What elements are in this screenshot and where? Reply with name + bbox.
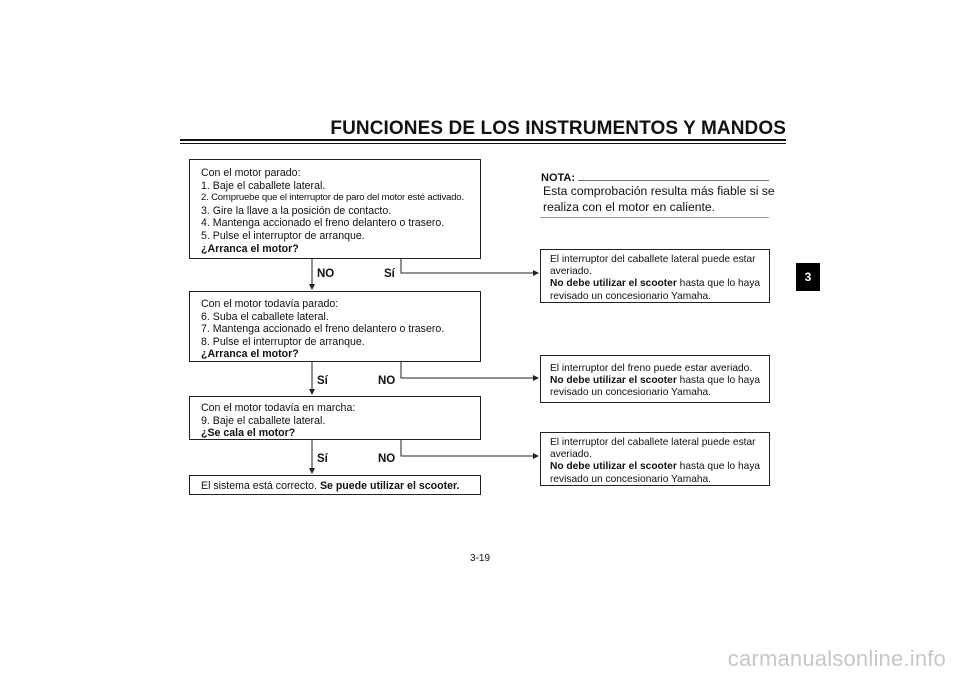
result-line: revisado un concesionario Yamaha. (550, 473, 712, 485)
result-line: hasta que lo haya (679, 278, 761, 290)
connector-box2-result2 (401, 362, 538, 378)
flow-step-box-2 (189, 291, 481, 362)
page-title: FUNCIONES DE LOS INSTRUMENTOS Y MANDOS (330, 118, 786, 139)
nota-rule (578, 180, 769, 181)
step-2: 2. Compruebe que el interruptor de paro del motor esté activado. (201, 192, 464, 204)
step-question: ¿Arranca el motor? (201, 348, 299, 361)
step-3: 3. Gire la llave a la posición de contacto. (201, 204, 392, 217)
branch-label-si: Sí (317, 375, 328, 387)
result-warning: No debe utilizar el scooter (550, 278, 677, 290)
step-intro: Con el motor todavía parado: (201, 298, 339, 310)
connector-box1-result1 (401, 259, 538, 273)
branch-label-no: NO (378, 453, 396, 465)
branch-label-no: NO (378, 375, 396, 387)
result-box-2 (540, 355, 770, 403)
step-5: 5. Pulse el interruptor de arranque. (201, 229, 365, 242)
step-7: 7. Mantenga accionado el freno delantero o trasero. (201, 323, 445, 336)
connector-box3-result3 (401, 440, 538, 456)
nota-text (543, 184, 775, 215)
result-line: El interruptor del caballete lateral puede estar (550, 254, 756, 265)
page-number: 3-19 (469, 553, 490, 564)
result-line: revisado un concesionario Yamaha. (550, 290, 712, 302)
result-warning: No debe utilizar el scooter (550, 375, 677, 387)
flow-step-box-3 (189, 396, 481, 440)
chapter-tab: 3 (796, 263, 820, 291)
nota-line-1: Esta comprobación resulta más fiable si se (543, 184, 775, 198)
watermark: carmanualsonline.info (727, 646, 946, 671)
nota-bottom-rule (540, 217, 769, 218)
step-question: ¿Arranca el motor? (201, 242, 299, 255)
result-box-3 (540, 432, 770, 486)
final-text: El sistema está correcto. (201, 480, 317, 492)
result-line: averiado. (550, 266, 592, 278)
result-line: El interruptor del freno puede estar averiado. (550, 363, 753, 374)
final-bold-text: Se puede utilizar el scooter. (319, 480, 460, 492)
branch-label-si: Sí (384, 268, 395, 280)
step-intro: Con el motor parado: (201, 167, 301, 179)
result-line: hasta que lo haya (679, 461, 761, 473)
result-box-1 (540, 249, 770, 303)
step-question: ¿Se cala el motor? (201, 427, 296, 440)
nota-heading: NOTA: (541, 172, 576, 184)
result-warning: No debe utilizar el scooter (550, 461, 677, 473)
step-6: 6. Suba el caballete lateral. (201, 310, 329, 323)
step-8: 8. Pulse el interruptor de arranque. (201, 335, 365, 348)
step-intro: Con el motor todavía en marcha: (201, 402, 356, 414)
result-line: revisado un concesionario Yamaha. (550, 387, 712, 399)
step-4: 4. Mantenga accionado el freno delantero o trasero. (201, 217, 445, 230)
branch-label-no: NO (317, 268, 335, 280)
result-line: averiado. (550, 449, 592, 461)
branch-label-si: Sí (317, 453, 328, 465)
result-line: El interruptor del caballete lateral puede estar (550, 437, 756, 448)
step-1: 1. Baje el caballete lateral. (201, 179, 326, 192)
nota-line-2: realiza con el motor en caliente. (543, 199, 716, 214)
step-9: 9. Baje el caballete lateral. (201, 414, 326, 427)
flow-step-box-1 (189, 159, 481, 259)
result-line: hasta que lo haya (679, 375, 761, 387)
flow-final-box (189, 475, 481, 495)
